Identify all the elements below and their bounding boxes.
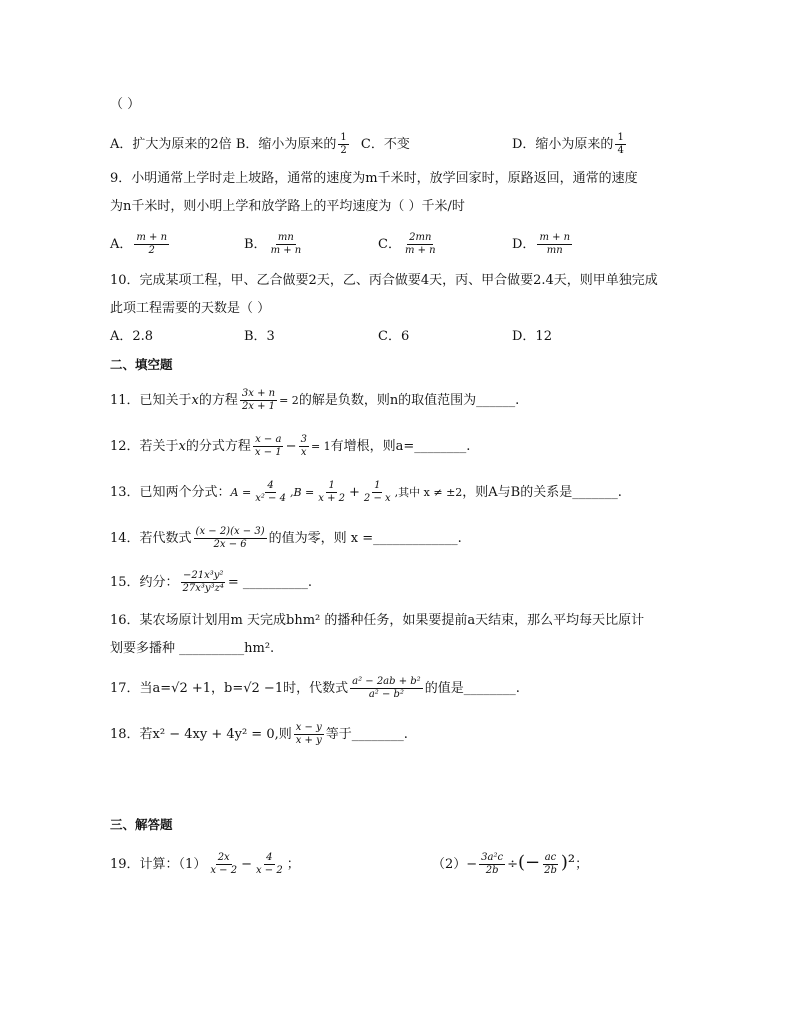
q14: 14．若代数式 $\frac{(x - 2)(x - 3)}{2x - 6}$ 的值为零，则 x =_____________. [110,526,462,550]
q8-options [110,132,410,157]
q8-option-b: B．缩小为原来的 $\frac{1}{2}$ [235,132,347,156]
q11: 11．已知关于x的方程 $\frac{3x + n}{2x + 1}$ = 2的解是负数，则n的取值范围为______. [110,388,520,412]
q8-option-d: D．缩小为原来的 $\frac{1}{4}$ [512,132,624,156]
q15: 15．约分： $\frac{\text{−21x³y²}}{\text{27x³y³z⁴}}$ = __________. [110,570,313,594]
q10-option-b: B．3 [244,329,275,344]
q8-option-c: C．不变 [360,137,410,152]
q10-option-c: C．6 [378,329,410,344]
q9-option-c: C． $\frac{2mn}{m + n}$ [378,232,436,256]
q10-line2: 此项工程需要的天数是（ ） [110,301,271,316]
q19-part2: （2）− $\frac{\text{3a²c}}{2b}$ ÷(− $\frac{ac}{2b}$ )²； [432,852,589,876]
q16-line1: 16．某农场原计划用m 天完成bhm² 的播种任务，如果要提前a天结束，那么平均每天比原计 [110,613,645,628]
q9-option-b: B． $\frac{mn}{m + n}$ [244,232,302,256]
q10-option-a: A．2.8 [110,329,154,344]
q13: 13．已知两个分式：A = $\frac{4}{\text{x² − 4}}$ ,B = $\frac{1}{x + 2}$ + $\frac{1}{2 - x}$ ,其中 x ≠ ±2，则A与B的关系是_______. [110,480,622,504]
q10-option-d: D．12 [512,329,552,344]
q17: 17．当a=√2 +1，b=√2 −1时，代数式 $\frac{\text{a² − 2ab + b²}}{\text{a² − b²}}$ 的值是________. [110,676,520,700]
q8-paren: （ ） [110,97,141,112]
q19-part1: 19．计算：（1） $\frac{2x}{x - 2}$ − $\frac{4}{x - 2}$ ； [110,852,300,876]
q9-option-d: D． $\frac{m + n}{mn}$ [512,232,571,256]
q16-line2: 划要多播种 __________hm². [110,641,275,656]
q12: 12．若关于x的分式方程 $\frac{x - a}{x - 1}$ − $\frac{3}{x}$ = 1有增根，则a=________. [110,434,471,458]
q10-line1: 10．完成某项工程，甲、乙合做要2天，乙、丙合做要4天，丙、甲合做要2.4天，则甲单独完成 [110,273,658,288]
q9-option-a: A． $\frac{m + n}{2}$ [110,232,168,256]
q8-option-a: A．扩大为原来的2倍 [110,137,232,152]
q9-line1: 9．小明通常上学时走上坡路，通常的速度为m千米时，放学回家时，原路返回，通常的速度 [110,171,638,186]
section-solve-title: 三、解答题 [110,817,173,832]
section-fill-in-title: 二、填空题 [110,357,173,372]
q18: 18．若x² − 4xy + 4y² = 0,则 $\frac{x - y}{x + y}$ 等于________. [110,722,408,746]
q9-line2: 为n千米时，则小明上学和放学路上的平均速度为（ ）千米/时 [110,199,465,214]
